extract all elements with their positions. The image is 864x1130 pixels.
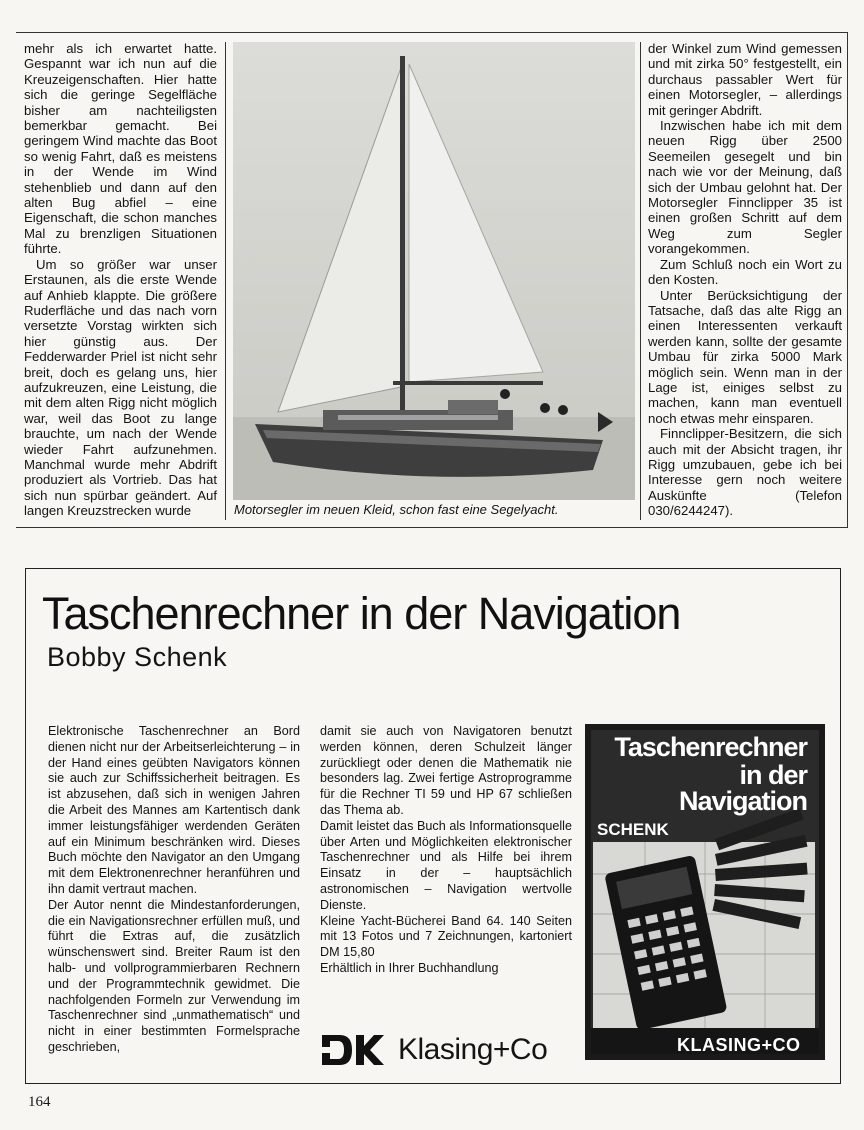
article-paragraph: Unter Berücksichtigung der Tatsache, daß das alte Rigg an einen Interessenten verkauft werden kann, sollte der gesamte Umbau für zirka 5000 Mark möglich sein. Wenn man in der Lage ist, einiges selbst zu machen, kann man eventuell noch etwas mehr einsparen. [648,287,842,426]
photo-caption: Motorsegler im neuen Kleid, schon fast eine Segelyacht. [234,502,559,517]
ad-paragraph: Elektronische Taschenrechner an Bord dienen nicht nur der Arbeitserleichterung – in der Hand eines geübten Navigators können sie auch zur Schiffssicherheit beitragen. Es ist abzusehen, daß sich in wenigen Jahren die Arbeit des Mannes am Kartentisch dank immer leistungsfähiger werdenden Geräten auf ein Minimum beschränken wird. Dieses Buch möchte den Navigator an den Umgang mit dem Elektronenrechner heranführen und ihn damit vertraut machen. [48,724,300,896]
book-title-line: in der [739,760,807,790]
ad-paragraph: damit sie auch von Navigatoren benutzt werden können, deren Schulzeit länger zurückliegt oder denen die Mathematik nie besonders lag. Zwei fertige Astroprogramme für die Rechner TI 59 und HP 67 schließen das Thema ab. [320,724,572,817]
sailboat-photo [233,42,635,500]
ad-paragraph: Damit leistet das Buch als Informationsquelle über Arten und Möglichkeiten elektronischer Taschenrechner und als Hilfe bei ihrem Einsatz in der – hauptsächlich astronomischen – Navigation wertvolle Dienste. [320,818,572,912]
publisher-logo [322,1030,547,1070]
ad-column-left [48,724,300,1056]
column-rule-right [640,42,641,520]
book-cover [585,724,825,1060]
ad-author: Bobby Schenk [47,642,228,672]
book-author: SCHENK [597,820,669,839]
article-paragraph: mehr als ich erwartet hatte. Gespannt war ich nun auf die Kreuzeigenschaften. Hier hatte sich die geringe Segelfläche bisher am nachteiligsten bemerkbar gemacht. Bei geringem Wind machte das Boot so wenig Fahrt, daß es meistens in der Wende im Wind stehenblieb und dann auf den alten Bug abfiel – eine Eigenschaft, die schon manches Mal zu brenzligen Situationen führte. [24,41,217,257]
column-rule-left [225,42,226,520]
article-paragraph: Finnclipper-Besitzern, die sich auch mit der Absicht tragen, ihr Rigg umzubauen, gebe ich bei Interesse gern noch weitere Auskünfte (Telefon 030/6244247). [648,426,842,519]
page-number: 164 [28,1094,51,1110]
book-publisher: KLASING+CO [677,1035,801,1055]
klasing-logo-icon [322,1035,384,1065]
publisher-name: Klasing+Co [398,1033,548,1066]
article-column-left [24,41,217,519]
ad-title: Taschenrechner in der Navigation [42,588,681,639]
article-paragraph: Zum Schluß noch ein Wort zu den Kosten. [648,256,842,288]
article-paragraph: Inzwischen habe ich mit dem neuen Rigg über 2500 Seemeilen gesegelt und bin nach wie vor der Meinung, daß sich der Umbau gelohnt hat. Der Motorsegler Finnclipper 35 ist einen großen Schritt auf dem Weg zum Segler vorangekommen. [648,118,842,257]
article-paragraph: Um so größer war unser Erstaunen, als die erste Wende auf Anhieb klappte. Die größere Ruderfläche und das nach vorn versetzte Vorstag wirkten sich hier günstig aus. Der Fedderwarder Priel ist nicht sehr breit, doch es gelang uns, hier aufzukreuzen, eine Leistung, die mit dem alten Rigg nicht möglich war, weil das Boot zu lange brauchte, um nach der Wende wieder Fahrt aufzunehmen. Manchmal wurde mehr Abdrift produziert als Vortrieb. Das hat sich nun spürbar geändert. Auf langen Kreuzstrecken wurde [24,256,217,519]
book-title-line: Taschenrechner [614,732,807,762]
article-column-right [648,41,842,519]
ad-column-middle [320,724,572,977]
ad-paragraph: Der Autor nennt die Mindestanforderungen, die ein Navigationsrechner erfüllen muß, und führt die Extras auf, die zusätzlich wünschenswert sind. Breiter Raum ist den halb- und vollprogrammierbaren Rechnern und der Programmtechnik gewidmet. Die nachfolgenden Formeln zur Verwendung im Taschenrechner sind „unmathematisch“ und nicht in einer bestimmten Formelsprache geschrieben, [48,897,300,1054]
ad-paragraph: Erhältlich in Ihrer Buchhandlung [320,960,499,975]
article-paragraph: der Winkel zum Wind gemessen und mit zirka 50° festgestellt, ein durchaus passabler Wert für einen Motorsegler, – allerdings mit geringer Abdrift. [648,41,842,118]
ad-paragraph: Kleine Yacht-Bücherei Band 64. 140 Seiten mit 13 Fotos und 7 Zeichnungen, kartoniert DM 15,80 [320,913,572,960]
book-title-line: Navigation [678,786,807,816]
